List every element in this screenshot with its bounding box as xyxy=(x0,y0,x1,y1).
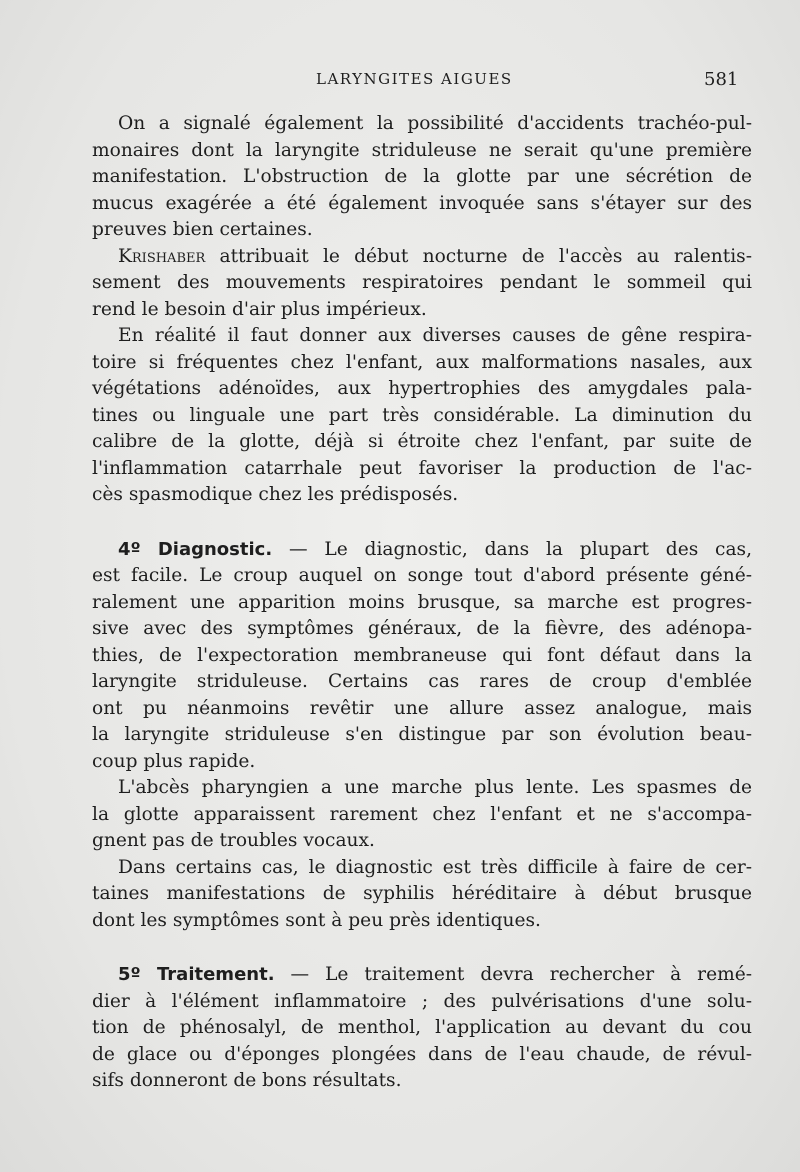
text-run: — Le diagnostic, dans la plupart des cas, xyxy=(272,538,752,560)
text-line: ralement une apparition moins brusque, sa marche est progres- xyxy=(92,591,752,613)
text-line: cès spasmodique chez les prédisposés. xyxy=(92,484,459,505)
text-line: végétations adénoïdes, aux hypertrophies des amygdales pala- xyxy=(92,378,752,399)
section-heading-diagnostic: 4º Diagnostic. xyxy=(118,538,273,560)
text-run: — Le traitement devra rechercher à remé- xyxy=(274,964,752,985)
text-line: preuves bien certaines. xyxy=(92,219,313,240)
section-gap xyxy=(92,934,752,962)
section-heading-traitement: 5º Traitement. xyxy=(118,964,275,985)
text-line: l'inflammation catarrhale peut favoriser la production de l'ac- xyxy=(92,457,752,479)
text-line: monaires dont la laryngite striduleuse ne serait qu'une première xyxy=(92,139,752,161)
text-line: thies, de l'expectoration membraneuse qui font défaut dans la xyxy=(92,644,752,666)
text-line xyxy=(92,537,752,564)
section-diagnostic xyxy=(92,537,752,776)
author-name: Krishaber xyxy=(118,245,206,267)
text-line: En réalité il faut donner aux diverses causes de gêne respira- xyxy=(118,325,752,346)
text-line: calibre de la glotte, déjà si étroite chez l'enfant, par suite de xyxy=(92,431,752,452)
text-line: L'abcès pharyngien a une marche plus lente. Les spasmes de xyxy=(118,777,752,798)
body-text xyxy=(92,111,752,1095)
page-header xyxy=(0,70,800,98)
text-run: attribuait le début nocturne de l'accès au ralentis- xyxy=(205,245,752,267)
text-line: est facile. Le croup auquel on songe tout d'abord présente géné- xyxy=(92,565,752,586)
text-line: sifs donneront de bons résultats. xyxy=(92,1070,402,1091)
text-line xyxy=(92,244,752,271)
text-line: toire si fréquentes chez l'enfant, aux malformations nasales, aux xyxy=(92,351,752,373)
text-line: rend le besoin d'air plus impérieux. xyxy=(92,298,427,320)
text-line: gnent pas de troubles vocaux. xyxy=(92,830,375,851)
text-line: Dans certains cas, le diagnostic est très difficile à faire de cer- xyxy=(118,856,752,878)
paragraph-abces xyxy=(92,775,752,855)
text-line xyxy=(92,962,752,989)
text-line: sive avec des symptômes généraux, de la fièvre, des adénopa- xyxy=(92,618,752,639)
text-line: coup plus rapide. xyxy=(92,750,256,772)
text-line: taines manifestations de syphilis héréditaire à début brusque xyxy=(92,883,752,904)
page-number: 581 xyxy=(704,69,739,90)
section-gap xyxy=(92,509,752,537)
text-line: laryngite striduleuse. Certains cas rares de croup d'emblée xyxy=(92,671,752,692)
section-traitement xyxy=(92,962,752,1095)
text-line: manifestation. L'obstruction de la glotte par une sécrétion de xyxy=(92,166,752,187)
paragraph-syphilis xyxy=(92,855,752,935)
text-line: de glace ou d'éponges plongées dans de l'eau chaude, de révul- xyxy=(92,1043,752,1065)
text-line: sement des mouvements respiratoires pendant le sommeil qui xyxy=(92,272,752,293)
paragraph-accidents xyxy=(92,111,752,244)
text-line: ont pu néanmoins revêtir une allure assez analogue, mais xyxy=(92,697,752,719)
paragraph-causes xyxy=(92,323,752,509)
text-line: la glotte apparaissent rarement chez l'enfant et ne s'accompa- xyxy=(92,803,752,825)
running-title: LARYNGITES AIGUES xyxy=(316,70,513,88)
text-line: dont les symptômes sont à peu près identiques. xyxy=(92,909,541,931)
text-line: tines ou linguale une part très considérable. La diminution du xyxy=(92,404,752,426)
text-line: dier à l'élément inflammatoire ; des pulvérisations d'une solu- xyxy=(92,990,752,1012)
text-line: la laryngite striduleuse s'en distingue par son évolution beau- xyxy=(92,724,752,745)
paragraph-krishaber xyxy=(92,244,752,324)
text-line: tion de phénosalyl, de menthol, l'application au devant du cou xyxy=(92,1017,752,1038)
text-line: mucus exagérée a été également invoquée sans s'étayer sur des xyxy=(92,192,752,214)
text-line: On a signalé également la possibilité d'accidents trachéo-pul- xyxy=(118,113,752,134)
